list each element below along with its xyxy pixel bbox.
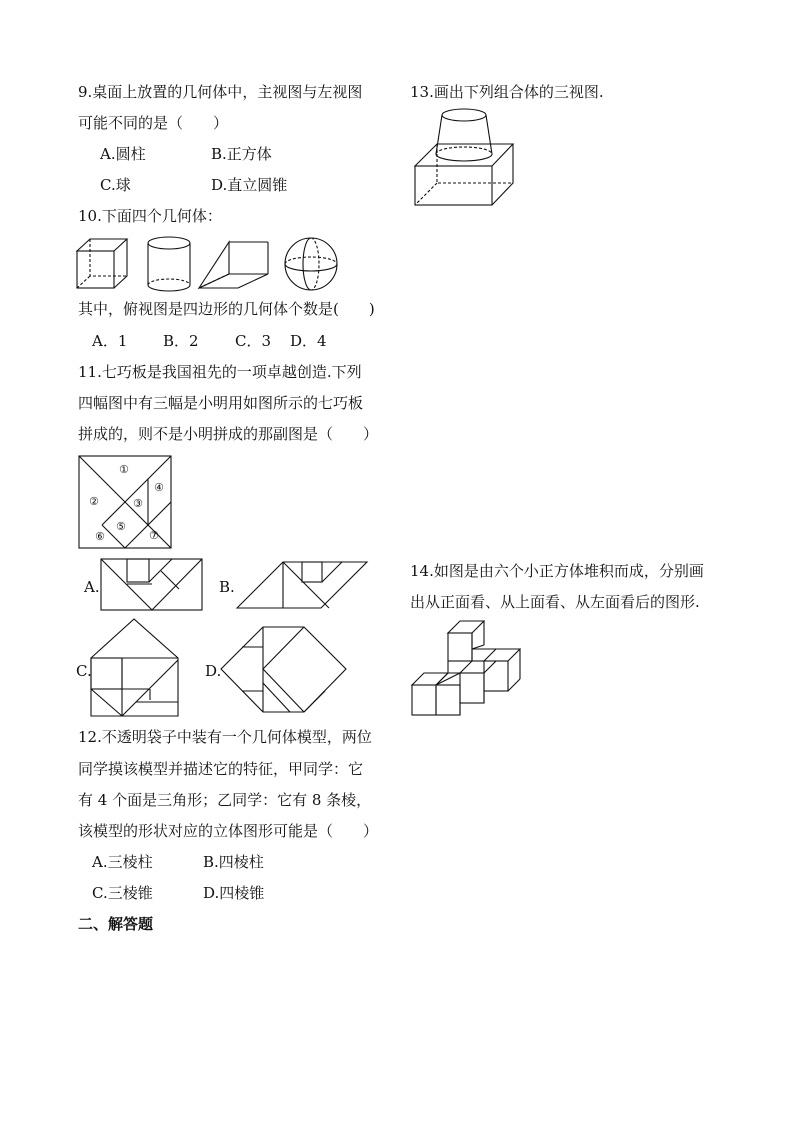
q9-option-a: A.圆柱 <box>100 145 146 163</box>
q14-stem-line2: 出从正面看、从上面看、从左面看后的图形. <box>410 593 700 611</box>
q10-sphere-figure <box>283 236 341 294</box>
q12-option-c: C.三棱锥 <box>92 884 153 902</box>
q11-option-a-figure <box>100 558 204 612</box>
q10-option-a: A．1 <box>92 332 128 350</box>
q12-stem-line2: 同学摸该模型并描述它的特征，甲同学：它 <box>78 760 364 778</box>
q9-option-d: D.直立圆锥 <box>211 176 288 194</box>
q10-prism-figure <box>198 239 270 291</box>
section-title: 二、解答题 <box>78 915 154 933</box>
q10-question: 其中，俯视图是四边形的几何体个数是( ) <box>78 300 375 318</box>
q9-stem-line2: 可能不同的是（ ） <box>78 114 229 132</box>
q12-stem-line1: 12.不透明袋子中装有一个几何体模型，两位 <box>78 728 372 746</box>
q10-cube-figure <box>76 238 128 290</box>
q10-cylinder-figure <box>146 236 192 294</box>
q14-cube-stack-figure <box>410 619 528 719</box>
q12-option-a: A.三棱柱 <box>92 853 153 871</box>
q10-option-d: D．4 <box>290 332 327 350</box>
q10-stem: 10.下面四个几何体： <box>78 207 222 225</box>
tangram-square-figure <box>78 455 173 550</box>
q12-option-b: B.四棱柱 <box>203 853 264 871</box>
q11-option-a-label: A. <box>84 578 100 596</box>
q10-option-c: C．3 <box>235 332 272 350</box>
q12-stem-line4: 该模型的形状对应的立体图形可能是（ ） <box>78 822 379 840</box>
q11-option-c-label: C. <box>76 662 92 680</box>
q13-stem: 13.画出下列组合体的三视图. <box>410 83 604 101</box>
tangram-piece-label: ① <box>119 463 129 476</box>
tangram-piece-label: ⑥ <box>95 530 105 543</box>
q9-stem-line1: 9.桌面上放置的几何体中，主视图与左视图 <box>78 83 363 101</box>
q10-option-b: B．2 <box>163 332 199 350</box>
q14-stem-line1: 14.如图是由六个小正方体堆积而成，分别画 <box>410 562 704 580</box>
q11-option-d-label: D. <box>205 662 222 680</box>
tangram-piece-label: ⑦ <box>149 529 159 542</box>
q11-option-c-figure <box>90 618 182 718</box>
q12-option-d: D.四棱锥 <box>203 884 265 902</box>
tangram-piece-label: ④ <box>154 481 164 494</box>
q11-stem-line3: 拼成的，则不是小明拼成的那副图是（ ） <box>78 425 379 443</box>
q9-option-b: B.正方体 <box>211 145 272 163</box>
q11-option-b-label: B. <box>219 578 235 596</box>
q12-stem-line3: 有 4 个面是三角形；乙同学：它有 8 条棱， <box>78 791 372 809</box>
tangram-piece-label: ③ <box>133 497 143 510</box>
q11-option-d-figure <box>220 625 348 715</box>
tangram-piece-label: ⑤ <box>116 520 126 533</box>
q11-option-b-figure <box>236 560 369 610</box>
tangram-piece-label: ② <box>89 495 99 508</box>
q9-option-c: C.球 <box>100 176 131 194</box>
q13-combined-solid-figure <box>414 106 516 208</box>
q11-stem-line1: 11.七巧板是我国祖先的一项卓越创造.下列 <box>78 363 362 381</box>
q11-stem-line2: 四幅图中有三幅是小明用如图所示的七巧板 <box>78 394 364 412</box>
